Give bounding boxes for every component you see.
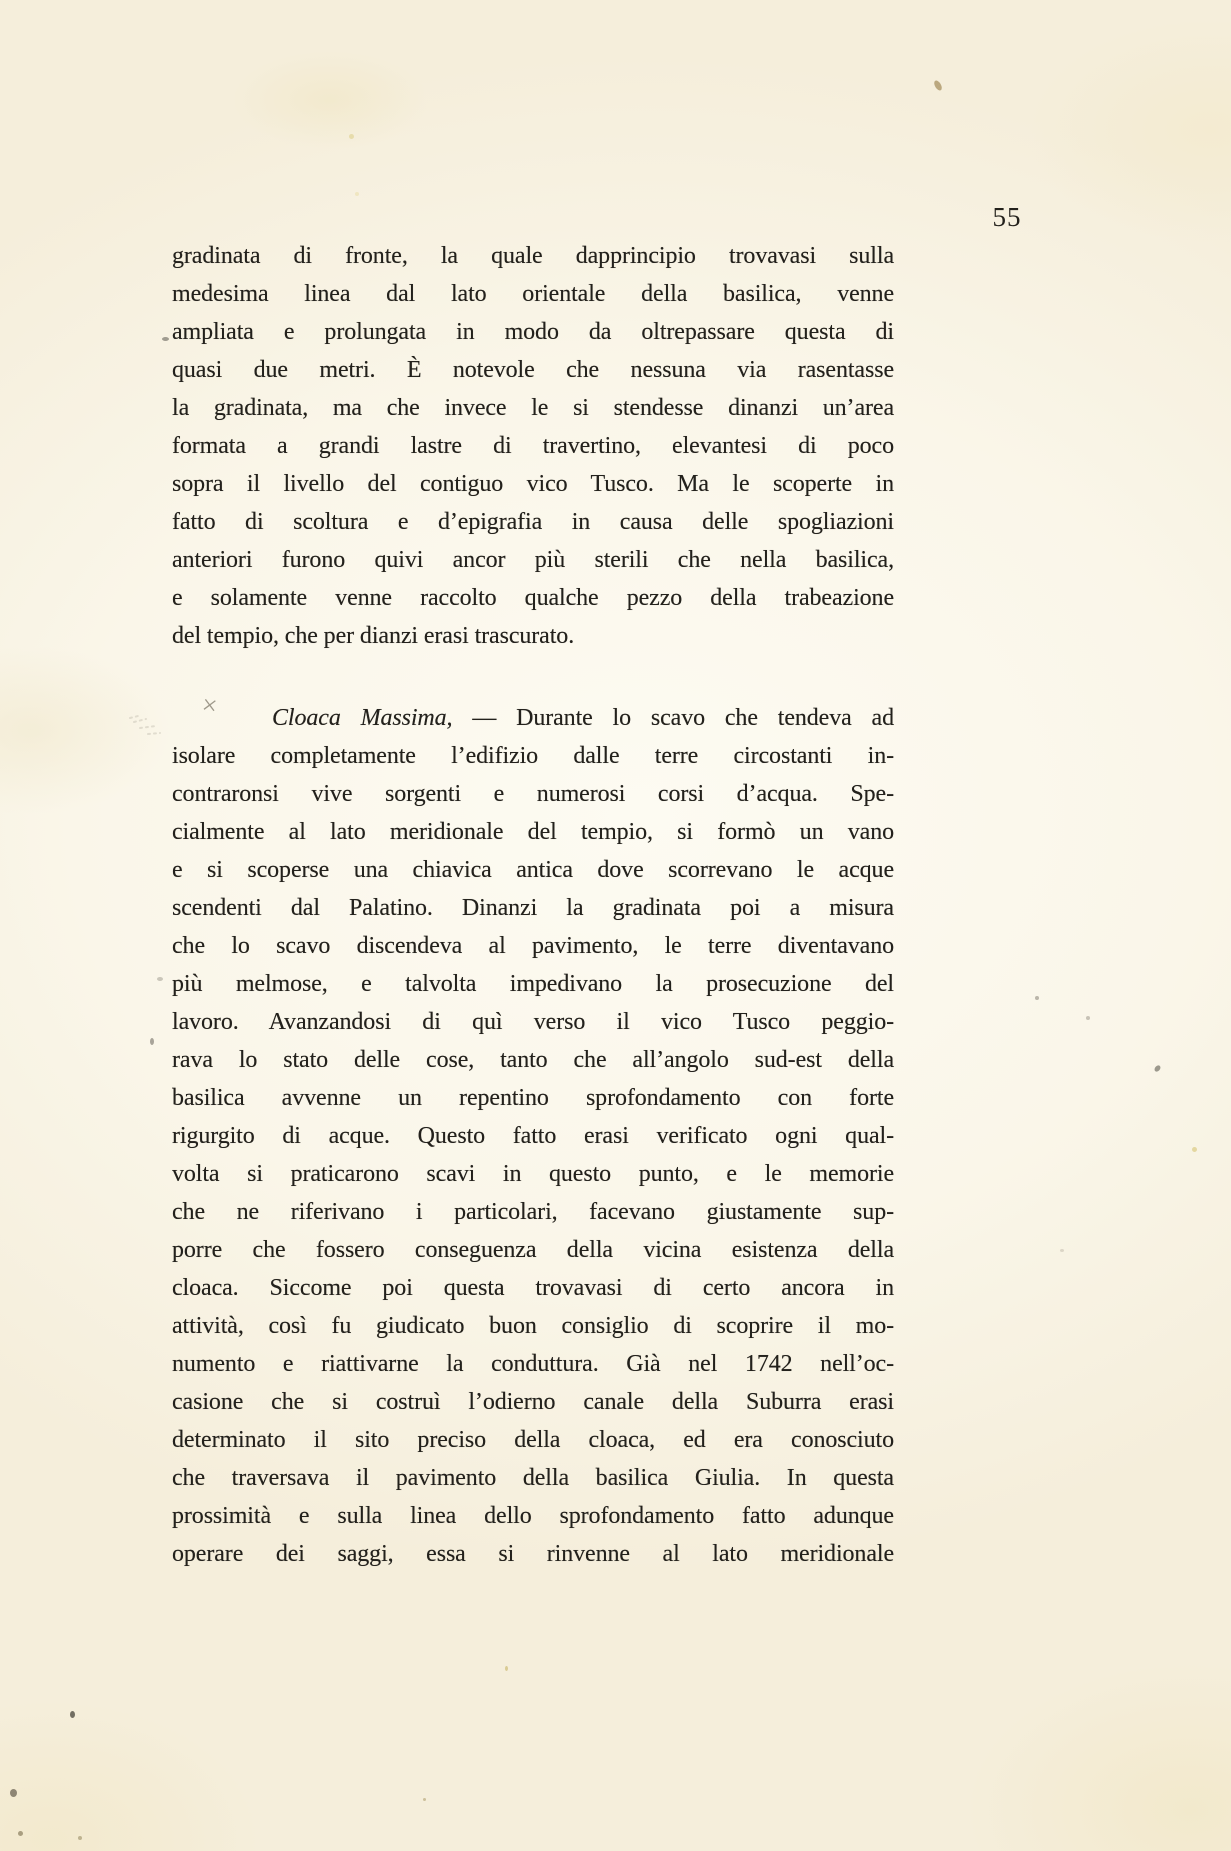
paper-speck xyxy=(423,1798,426,1801)
text-line: casione che si costruì l’odierno canale della Suburra erasi xyxy=(172,1389,894,1415)
text-line: basilica avvenne un repentino sprofondamento con forte xyxy=(172,1085,894,1111)
paragraph-1 xyxy=(172,237,894,655)
paper-speck xyxy=(1153,1064,1161,1073)
text-line: formata a grandi lastre di travertino, elevantesi di poco xyxy=(172,433,894,459)
text-line: rava lo stato delle cose, tanto che all’angolo sud-est della xyxy=(172,1047,894,1073)
text-line: ampliata e prolungata in modo da oltrepassare questa di xyxy=(172,319,894,345)
text-line: volta si praticarono scavi in questo punto, e le memorie xyxy=(172,1161,894,1187)
text-line: che ne riferivano i particolari, facevano giustamente sup- xyxy=(172,1199,894,1225)
page-number: 55 xyxy=(992,202,1022,232)
text-line: gradinata di fronte, la quale dapprincipio trovavasi sulla xyxy=(172,243,894,269)
text-line: che lo scavo discendeva al pavimento, le terre diventavano xyxy=(172,933,894,959)
paper-speck xyxy=(150,1038,154,1045)
paper-speck xyxy=(1086,1016,1090,1020)
text-line: prossimità e sulla linea dello sprofondamento fatto adunque xyxy=(172,1503,894,1529)
text-line: operare dei saggi, essa si rinvenne al lato meridionale xyxy=(172,1541,894,1567)
paper-speck xyxy=(162,337,169,341)
paper-speck xyxy=(349,134,354,139)
text-block xyxy=(172,237,894,1573)
text-line: porre che fossero conseguenza della vicina esistenza della xyxy=(172,1237,894,1263)
text-line: cialmente al lato meridionale del tempio, si formò un vano xyxy=(172,819,894,845)
paper-speck xyxy=(157,977,163,981)
paper-speck xyxy=(1192,1147,1197,1152)
text-line: e si scoperse una chiavica antica dove scorrevano le acque xyxy=(172,857,894,883)
paragraph-2 xyxy=(172,699,894,1573)
paper-speck xyxy=(1060,1249,1064,1252)
text-line: determinato il sito preciso della cloaca, ed era conosciuto xyxy=(172,1427,894,1453)
text-line: anteriori furono quivi ancor più sterili che nella basilica, xyxy=(172,547,894,573)
text-line: scendenti dal Palatino. Dinanzi la gradinata poi a misura xyxy=(172,895,894,921)
text-line: medesima linea dal lato orientale della basilica, venne xyxy=(172,281,894,307)
text-line: che traversava il pavimento della basilica Giulia. In questa xyxy=(172,1465,894,1491)
text-line: sopra il livello del contiguo vico Tusco. Ma le scoperte in xyxy=(172,471,894,497)
paper-speck xyxy=(10,1789,17,1797)
paper-speck xyxy=(1035,996,1039,1000)
text-line xyxy=(172,699,894,737)
text-line: fatto di scoltura e d’epigrafia in causa delle spogliazioni xyxy=(172,509,894,535)
text-line: e solamente venne raccolto qualche pezzo della trabeazione xyxy=(172,585,894,611)
text-line: quasi due metri. È notevole che nessuna via rasentasse xyxy=(172,357,894,383)
paper-speck xyxy=(933,79,944,92)
paper-speck xyxy=(78,1836,82,1840)
text-line: attività, così fu giudicato buon consiglio di scoprire il mo- xyxy=(172,1313,894,1339)
text-line: del tempio, che per dianzi erasi trascurato. xyxy=(172,623,575,649)
text-line: contraronsi vive sorgenti e numerosi corsi d’acqua. Spe- xyxy=(172,781,894,807)
text-line: isolare completamente l’edifizio dalle terre circostanti in- xyxy=(172,743,894,769)
text-line: numento e riattivarne la conduttura. Già nel 1742 nell’oc- xyxy=(172,1351,894,1377)
pencil-cross-mark: × xyxy=(200,689,220,721)
text-line: rigurgito di acque. Questo fatto erasi verificato ogni qual- xyxy=(172,1123,894,1149)
paper-speck xyxy=(70,1711,75,1718)
text-line: lavoro. Avanzandosi di quì verso il vico Tusco peggio- xyxy=(172,1009,894,1035)
text-line: la gradinata, ma che invece le si stendesse dinanzi un’area xyxy=(172,395,894,421)
paper-speck xyxy=(505,1666,508,1671)
paper-speck xyxy=(355,192,359,196)
pencil-scribble xyxy=(126,704,182,744)
text-line: cloaca. Siccome poi questa trovavasi di certo ancora in xyxy=(172,1275,894,1301)
section-heading-italic: Cloaca Massima, xyxy=(272,705,453,731)
text-run: — Durante lo scavo che tendeva ad xyxy=(452,705,894,731)
paper-speck xyxy=(18,1831,23,1836)
text-line: più melmose, e talvolta impedivano la prosecuzione del xyxy=(172,971,894,997)
